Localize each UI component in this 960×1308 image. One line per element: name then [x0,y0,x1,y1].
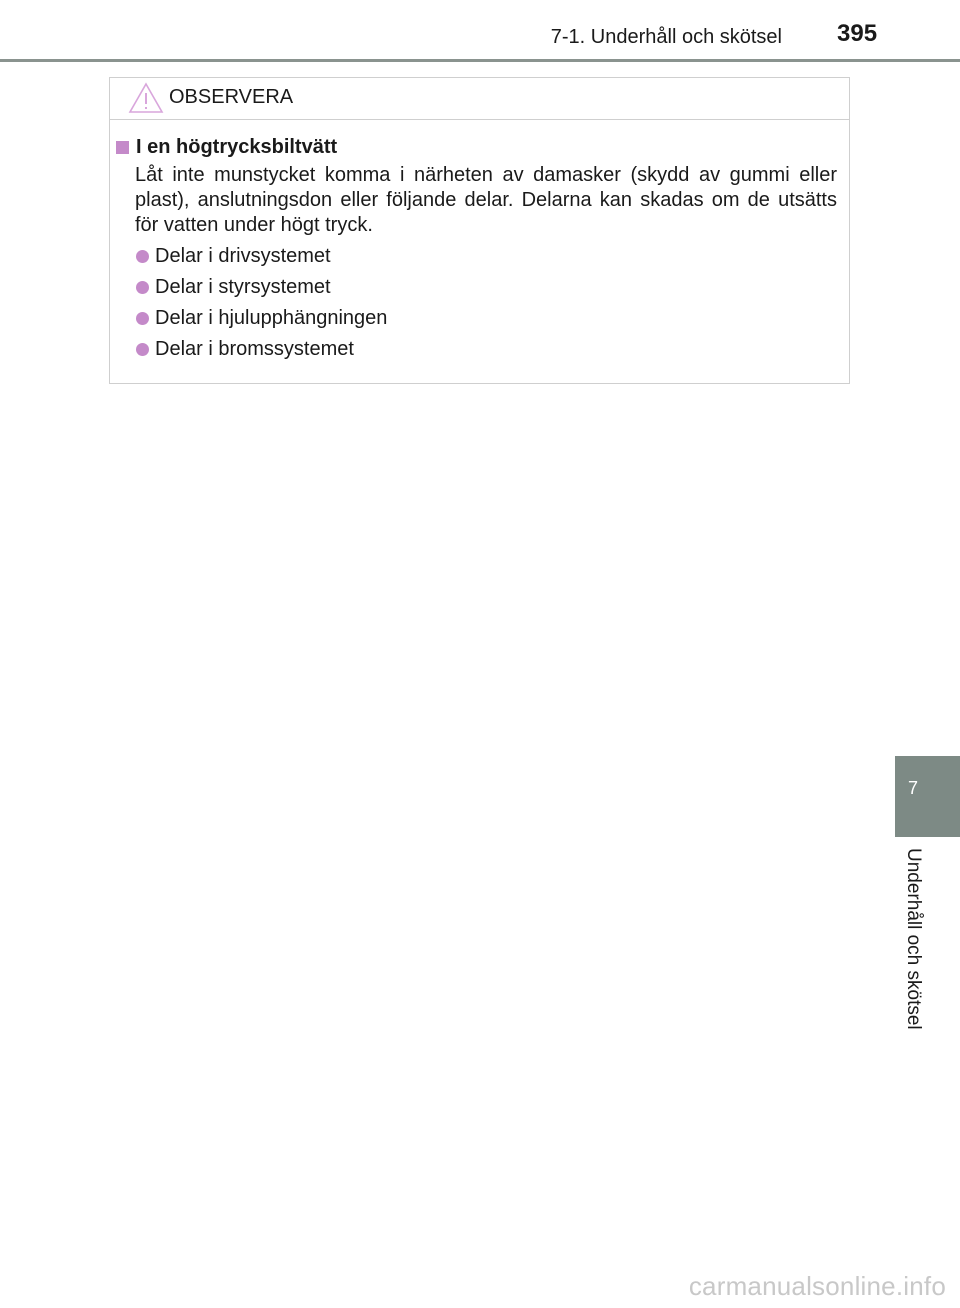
list-item-text: Delar i styrsystemet [155,276,331,298]
list-item [136,306,387,337]
header-section-title: 7-1. Underhåll och skötsel [550,26,782,48]
chapter-number: 7 [907,778,918,798]
chapter-title-vertical: Underhåll och skötsel [903,848,924,1030]
dot-bullet-icon [136,343,149,356]
list-item-text: Delar i drivsystemet [155,245,331,267]
caution-label: OBSERVERA [169,86,294,108]
section-heading [116,136,337,159]
section-heading-text: I en högtrycksbiltvätt [136,136,338,158]
list-item-text: Delar i hjulupphängningen [155,307,388,329]
bullet-list [136,244,387,368]
warning-triangle-icon [128,82,164,114]
caution-box [109,77,850,384]
list-item [136,244,387,275]
chapter-tab [895,756,960,837]
header-rule [0,59,960,62]
caution-paragraph: Låt inte munstycket komma i närheten av damasker (skydd av gummi eller plast), anslutningsdon eller följande delar. Delarna kan skadas om de utsätts för vatten under högt tryck. [135,164,837,236]
list-item [136,275,387,306]
dot-bullet-icon [136,281,149,294]
watermark: carmanualsonline.info [688,1271,946,1301]
square-bullet-icon [116,141,129,154]
list-item [136,337,387,368]
dot-bullet-icon [136,250,149,263]
caution-header [110,78,849,120]
list-item-text: Delar i bromssystemet [155,338,354,360]
page-number: 395 [837,20,878,47]
dot-bullet-icon [136,312,149,325]
